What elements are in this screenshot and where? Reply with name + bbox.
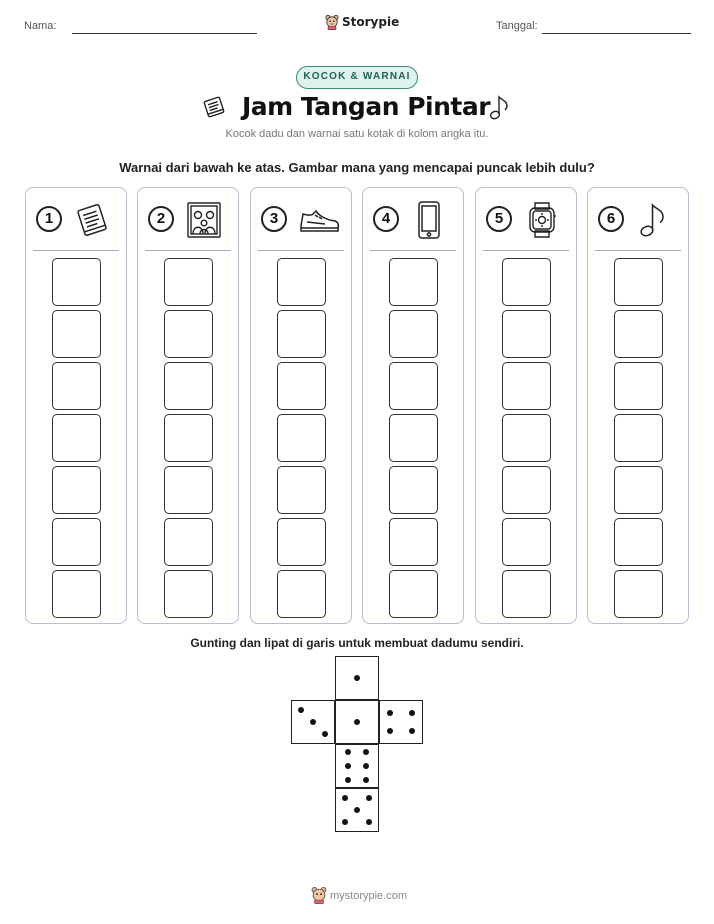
color-box[interactable] bbox=[52, 362, 101, 410]
column-header bbox=[363, 200, 463, 240]
color-box[interactable] bbox=[389, 362, 438, 410]
title-row bbox=[0, 92, 714, 126]
dice-face-4 bbox=[379, 700, 423, 744]
dice-pip bbox=[366, 819, 372, 825]
dice-face-1 bbox=[335, 700, 379, 744]
column-number: 6 bbox=[598, 206, 624, 232]
dice-pip bbox=[387, 710, 393, 716]
color-box[interactable] bbox=[502, 570, 551, 618]
color-box[interactable] bbox=[164, 310, 213, 358]
dice-face-1 bbox=[335, 656, 379, 700]
dice-pip bbox=[298, 707, 304, 713]
color-box[interactable] bbox=[277, 362, 326, 410]
color-box[interactable] bbox=[389, 414, 438, 462]
color-box[interactable] bbox=[389, 258, 438, 306]
color-box[interactable] bbox=[52, 518, 101, 566]
cut-instruction: Gunting dan lipat di garis untuk membuat dadumu sendiri. bbox=[190, 636, 524, 650]
color-box[interactable] bbox=[277, 310, 326, 358]
dice-pip bbox=[310, 719, 316, 725]
storypie-logo bbox=[325, 14, 399, 30]
dice-face-3 bbox=[291, 700, 335, 744]
music-note-icon bbox=[634, 200, 674, 240]
music-note-icon bbox=[488, 94, 512, 122]
name-label: Nama: bbox=[24, 20, 57, 32]
column-3 bbox=[250, 187, 352, 624]
page-title: Jam Tangan Pintar bbox=[242, 92, 491, 121]
smartwatch-icon bbox=[522, 200, 562, 240]
column-divider bbox=[258, 250, 344, 251]
dice-pip bbox=[409, 710, 415, 716]
book-icon bbox=[72, 200, 112, 240]
column-number: 5 bbox=[486, 206, 512, 232]
column-4 bbox=[362, 187, 464, 624]
color-box[interactable] bbox=[277, 414, 326, 462]
color-box[interactable] bbox=[502, 258, 551, 306]
color-box[interactable] bbox=[614, 310, 663, 358]
smartphone-icon bbox=[409, 200, 449, 240]
color-box[interactable] bbox=[502, 310, 551, 358]
color-box[interactable] bbox=[389, 310, 438, 358]
color-box[interactable] bbox=[389, 570, 438, 618]
color-box[interactable] bbox=[52, 570, 101, 618]
dice-pip bbox=[345, 763, 351, 769]
column-header bbox=[476, 200, 576, 240]
activity-badge: KOCOK & WARNAI bbox=[296, 66, 418, 89]
subtitle: Kocok dadu dan warnai satu kotak di kolom angka itu. bbox=[225, 128, 489, 140]
color-box[interactable] bbox=[389, 466, 438, 514]
column-divider bbox=[145, 250, 231, 251]
sneaker-icon bbox=[297, 200, 337, 240]
color-box[interactable] bbox=[52, 466, 101, 514]
footer-url: mystorypie.com bbox=[330, 890, 408, 902]
column-header bbox=[138, 200, 238, 240]
color-box[interactable] bbox=[164, 258, 213, 306]
column-divider bbox=[595, 250, 681, 251]
color-box[interactable] bbox=[614, 518, 663, 566]
color-box[interactable] bbox=[277, 258, 326, 306]
name-line[interactable] bbox=[72, 33, 257, 34]
dice-pip bbox=[387, 728, 393, 734]
color-box[interactable] bbox=[164, 570, 213, 618]
color-box[interactable] bbox=[502, 362, 551, 410]
color-box[interactable] bbox=[614, 466, 663, 514]
color-box[interactable] bbox=[52, 310, 101, 358]
color-box[interactable] bbox=[164, 362, 213, 410]
dice-pip bbox=[363, 777, 369, 783]
color-box[interactable] bbox=[614, 414, 663, 462]
column-divider bbox=[33, 250, 119, 251]
dice-pip bbox=[345, 777, 351, 783]
dice-pip bbox=[322, 731, 328, 737]
column-header bbox=[26, 200, 126, 240]
dice-pip bbox=[345, 749, 351, 755]
color-box[interactable] bbox=[52, 414, 101, 462]
dice-pip bbox=[342, 795, 348, 801]
column-number: 1 bbox=[36, 206, 62, 232]
color-box[interactable] bbox=[164, 466, 213, 514]
color-box[interactable] bbox=[164, 518, 213, 566]
column-header bbox=[251, 200, 351, 240]
family-photo-icon bbox=[184, 200, 224, 240]
column-6 bbox=[587, 187, 689, 624]
color-box[interactable] bbox=[389, 518, 438, 566]
dice-pip bbox=[354, 807, 360, 813]
instruction: Warnai dari bawah ke atas. Gambar mana yang mencapai puncak lebih dulu? bbox=[119, 160, 595, 175]
color-box[interactable] bbox=[502, 414, 551, 462]
color-box[interactable] bbox=[502, 518, 551, 566]
worksheet-header bbox=[0, 14, 714, 42]
logo-text: Storypie bbox=[342, 15, 400, 29]
color-box[interactable] bbox=[614, 362, 663, 410]
column-divider bbox=[370, 250, 456, 251]
footer bbox=[0, 884, 714, 906]
date-line[interactable] bbox=[542, 33, 691, 34]
color-box[interactable] bbox=[277, 518, 326, 566]
bear-mascot-icon bbox=[325, 14, 339, 30]
dice-pip bbox=[409, 728, 415, 734]
column-number: 2 bbox=[148, 206, 174, 232]
column-number: 4 bbox=[373, 206, 399, 232]
book-icon bbox=[201, 95, 227, 119]
date-label: Tanggal: bbox=[496, 20, 538, 32]
column-divider bbox=[483, 250, 569, 251]
column-5 bbox=[475, 187, 577, 624]
dice-pip bbox=[363, 763, 369, 769]
color-box[interactable] bbox=[277, 570, 326, 618]
color-box[interactable] bbox=[164, 414, 213, 462]
color-box[interactable] bbox=[502, 466, 551, 514]
color-box[interactable] bbox=[277, 466, 326, 514]
color-box[interactable] bbox=[614, 258, 663, 306]
dice-pip bbox=[342, 819, 348, 825]
column-header bbox=[588, 200, 688, 240]
dice-pip bbox=[363, 749, 369, 755]
column-number: 3 bbox=[261, 206, 287, 232]
dice-pip bbox=[354, 675, 360, 681]
column-1 bbox=[25, 187, 127, 624]
color-box[interactable] bbox=[52, 258, 101, 306]
dice-pip bbox=[354, 719, 360, 725]
color-box[interactable] bbox=[614, 570, 663, 618]
bear-mascot-icon bbox=[311, 886, 327, 904]
dice-pip bbox=[366, 795, 372, 801]
dice-face-5 bbox=[335, 788, 379, 832]
dice-face-6 bbox=[335, 744, 379, 788]
column-2 bbox=[137, 187, 239, 624]
